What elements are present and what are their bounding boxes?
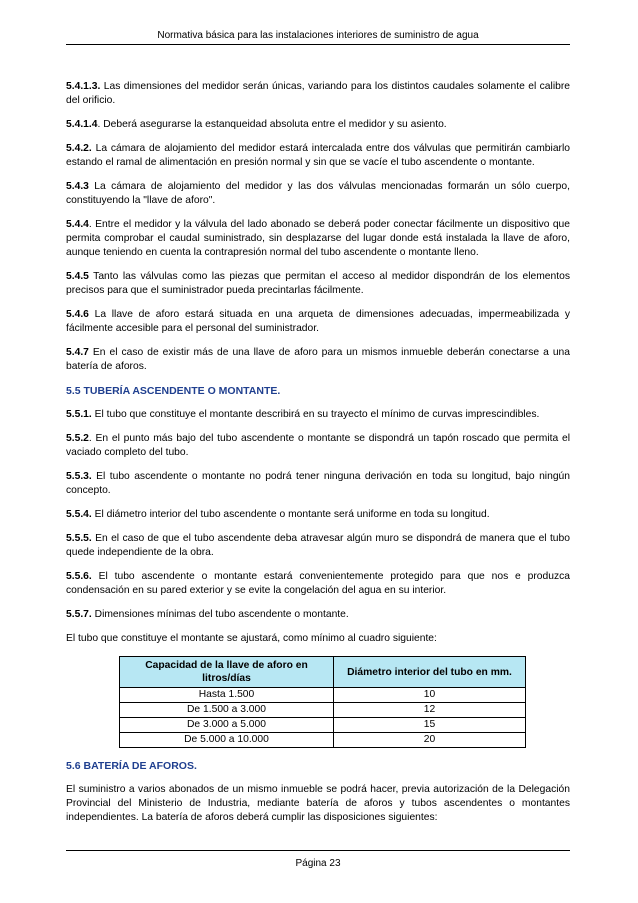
footer-rule bbox=[66, 850, 570, 851]
paragraph-text: La cámara de alojamiento del medidor estará intercalada entre dos válvulas que permitirán cambiarlo estando el ramal de alimentación en presión normal y sin que se vacíe el tubo ascendente o montante. bbox=[66, 143, 570, 168]
paragraph-text: Tanto las válvulas como las piezas que permitan el acceso al medidor dispondrán de los elementos precisos para que el suministrador pueda precintarlas fácilmente. bbox=[66, 271, 570, 296]
numbered-paragraph bbox=[66, 408, 570, 422]
table-header-capacity: Capacidad de la llave de aforo en litros/días bbox=[120, 657, 334, 688]
numbered-paragraph bbox=[66, 532, 570, 560]
paragraph-number: 5.5.5. bbox=[66, 533, 92, 544]
page-number: Página 23 bbox=[295, 858, 341, 869]
capacity-cell: De 3.000 a 5.000 bbox=[120, 718, 334, 733]
numbered-paragraph bbox=[66, 80, 570, 108]
paragraph-text: Dimensiones mínimas del tubo ascendente o montante. bbox=[91, 609, 349, 620]
numbered-paragraph bbox=[66, 508, 570, 522]
paragraph-number: 5.5.4. bbox=[66, 509, 92, 520]
capacity-cell: De 5.000 a 10.000 bbox=[120, 733, 334, 748]
paragraph-text: La llave de aforo estará situada en una arqueta de dimensiones adecuadas, impermeabilizada y fácilmente accesible para el personal del suministrador. bbox=[66, 309, 570, 334]
table-row bbox=[120, 703, 526, 718]
numbered-paragraph bbox=[66, 142, 570, 170]
table-header-diameter: Diámetro interior del tubo en mm. bbox=[334, 657, 526, 688]
table-row bbox=[120, 688, 526, 703]
paragraph-number: 5.5.2 bbox=[66, 433, 89, 444]
table-header-row bbox=[120, 657, 526, 688]
paragraph-text: En el caso de que el tubo ascendente deba atravesar algún muro se dispondrá de manera que el tubo quede independiente de la obra. bbox=[66, 533, 570, 558]
numbered-paragraph bbox=[66, 118, 570, 132]
paragraph-number: 5.4.3 bbox=[66, 181, 89, 192]
numbered-paragraph bbox=[66, 346, 570, 374]
paragraph-text: . En el punto más bajo del tubo ascendente o montante se dispondrá un tapón roscado que permita el vaciado completo del tubo. bbox=[66, 433, 570, 458]
paragraph-number: 5.4.5 bbox=[66, 271, 89, 282]
numbered-paragraph bbox=[66, 570, 570, 598]
paragraph-text: El tubo que constituye el montante describirá en su trayecto el mínimo de curvas imprescindibles. bbox=[91, 409, 540, 420]
paragraph-number: 5.4.6 bbox=[66, 309, 89, 320]
final-paragraph: El suministro a varios abonados de un mismo inmueble se podrá hacer, previa autorización de la Delegación Provincial del Ministerio de Industria, mediante batería de aforos y tubos ascendentes o montantes independientes. La batería de aforos deberá cumplir las disposiciones siguientes: bbox=[66, 784, 570, 823]
paragraph-text: . Deberá asegurarse la estanqueidad absoluta entre el medidor y su asiento. bbox=[97, 119, 447, 130]
paragraph-number: 5.4.4 bbox=[66, 219, 89, 230]
table-row bbox=[120, 718, 526, 733]
diameter-cell: 15 bbox=[334, 718, 526, 733]
page-header: Normativa básica para las instalaciones interiores de suministro de agua bbox=[157, 30, 479, 41]
paragraph-number: 5.5.1. bbox=[66, 409, 92, 420]
numbered-paragraph bbox=[66, 270, 570, 298]
numbered-paragraph bbox=[66, 608, 570, 622]
section-heading-5-5: 5.5 TUBERÍA ASCENDENTE O MONTANTE. bbox=[66, 385, 281, 397]
paragraph-number: 5.4.1.3. bbox=[66, 81, 101, 92]
paragraph-number: 5.5.3. bbox=[66, 471, 92, 482]
paragraph-text: En el caso de existir más de una llave de aforo para un mismos inmueble deberán conectarse a una batería de aforos. bbox=[66, 347, 570, 372]
paragraph-text: Las dimensiones del medidor serán únicas, variando para los distintos caudales solamente el calibre del orificio. bbox=[66, 81, 570, 106]
paragraph-number: 5.5.6. bbox=[66, 571, 92, 582]
section-heading-5-6: 5.6 BATERÍA DE AFOROS. bbox=[66, 760, 197, 772]
capacity-cell: Hasta 1.500 bbox=[120, 688, 334, 703]
paragraph-text: El tubo ascendente o montante no podrá tener ninguna derivación en toda su longitud, bajo ningún concepto. bbox=[66, 471, 570, 496]
paragraph-text: . Entre el medidor y la válvula del lado abonado se deberá poder conectar fácilmente un dispositivo que permita comprobar el caudal suministrado, sin desplazarse del lugar donde está instalada la llave de aforo, aunque teniendo en cuenta la contrapresión normal del tubo ascendente o montante lleno. bbox=[66, 219, 570, 258]
paragraph-number: 5.4.1.4 bbox=[66, 119, 98, 130]
table-row bbox=[120, 733, 526, 748]
diameter-table bbox=[119, 656, 526, 748]
numbered-paragraph bbox=[66, 218, 570, 260]
capacity-cell: De 1.500 a 3.000 bbox=[120, 703, 334, 718]
table-intro: El tubo que constituye el montante se ajustará, como mínimo al cuadro siguiente: bbox=[66, 633, 437, 644]
section-5-5-paragraphs bbox=[66, 408, 570, 622]
diameter-cell: 10 bbox=[334, 688, 526, 703]
paragraph-text: La cámara de alojamiento del medidor y las dos válvulas mencionadas formarán un sólo cuerpo, constituyendo la "llave de aforo". bbox=[66, 181, 570, 206]
numbered-paragraph bbox=[66, 470, 570, 498]
diameter-cell: 20 bbox=[334, 733, 526, 748]
numbered-paragraph bbox=[66, 432, 570, 460]
diameter-cell: 12 bbox=[334, 703, 526, 718]
paragraph-number: 5.5.7. bbox=[66, 609, 92, 620]
numbered-paragraph bbox=[66, 180, 570, 208]
paragraph-text: El diámetro interior del tubo ascendente o montante será uniforme en toda su longitud. bbox=[91, 509, 490, 520]
table-body bbox=[120, 688, 526, 748]
header-rule bbox=[66, 44, 570, 45]
numbered-paragraph bbox=[66, 308, 570, 336]
paragraph-number: 5.4.7 bbox=[66, 347, 89, 358]
document-body bbox=[66, 80, 570, 835]
paragraph-text: El tubo ascendente o montante estará convenientemente protegido para que nos e produzca condensación en su pared exterior y se evite la congelación del agua en su interior. bbox=[66, 571, 570, 596]
paragraph-number: 5.4.2. bbox=[66, 143, 92, 154]
section-5-4-paragraphs bbox=[66, 80, 570, 374]
